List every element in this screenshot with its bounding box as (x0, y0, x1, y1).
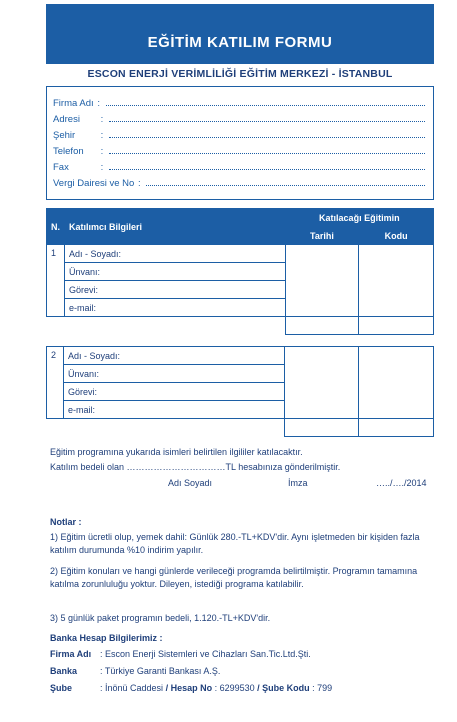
title-field[interactable] (65, 263, 286, 281)
bank-branch-value: : İnönü Caddesi (100, 683, 164, 693)
table-row (47, 245, 434, 263)
form-subtitle: ESCON ENERJİ VERİMLİLİĞİ EĞİTİM MERKEZİ - İSTANBUL (87, 68, 393, 80)
telefon-label: Telefon (53, 146, 84, 157)
notes-heading: Notlar : (50, 517, 82, 527)
firma-adi-label: Firma Adı (53, 98, 94, 109)
vergi-field[interactable] (146, 185, 425, 186)
firma-adi-row[interactable]: Firma Adı : (53, 93, 425, 109)
bank-account-label: / Hesap No (165, 683, 213, 693)
bank-company-value: : Escon Enerji Sistemleri ve Cihazları San.Tic.Ltd.Şti. (100, 649, 311, 659)
note-item-2: 2) Eğitim konuları ve hangi günlerde verileceği programda belirtilmiştir. Programın tamamına katılma zorunluluğu yoktur. Dileyen, istediği programa katılabilir. (50, 566, 418, 589)
telefon-field[interactable] (109, 153, 425, 154)
name-label: Adı - Soyadı: (69, 248, 122, 259)
table-row (47, 347, 434, 365)
code-cell[interactable] (359, 245, 434, 317)
role-field[interactable] (65, 281, 286, 299)
email-field[interactable] (63, 401, 284, 419)
fax-label: Fax (53, 162, 69, 173)
note-item-3: 3) 5 günlük paket programın bedeli, 1.120.-TL+KDV'dir. (50, 613, 271, 623)
col-code-header: Kodu (359, 227, 434, 245)
sehir-label: Şehir (53, 130, 76, 141)
name-label: Adı - Soyadı: (67, 350, 121, 361)
name-field[interactable] (63, 347, 284, 365)
participants-table-1 (46, 208, 434, 335)
fax-field[interactable] (109, 169, 425, 170)
sehir-field[interactable] (109, 137, 425, 138)
statement-line-2: Katılım bedeli olan ……………………………TL hesabınıza gönderilmiştir. (50, 462, 341, 472)
adresi-row[interactable]: Adresi : (53, 109, 425, 125)
email-label: e-mail: (67, 404, 95, 415)
table-row (47, 317, 434, 335)
title-field[interactable] (63, 365, 284, 383)
bank-company-label: Firma Adı (50, 649, 92, 659)
bank-company-row (50, 648, 440, 661)
vergi-label: Vergi Dairesi ve No (53, 178, 135, 189)
role-field[interactable] (63, 383, 284, 401)
form-title: EĞİTİM KATILIM FORMU (147, 33, 333, 51)
participant-number: 2 (47, 347, 64, 419)
col-training-header: Katılacağı Eğitimin (285, 209, 433, 227)
date-cell[interactable] (285, 347, 359, 419)
signature-name-label: Adı Soyadı (168, 478, 213, 488)
col-info-header: Katılımcı Bilgileri (65, 209, 286, 245)
sehir-row[interactable]: Şehir : (53, 125, 425, 141)
participants-table-2 (46, 346, 434, 437)
bank-name-row (50, 665, 440, 678)
extra-date-cell[interactable] (285, 419, 359, 437)
col-date-header: Tarihi (285, 227, 359, 245)
note-item-1: 1) Eğitim ücretli olup, yemek dahil: Günlük 280.-TL+KDV'dir. Aynı işletmeden bir kişiden fazla katılım durumunda %10 indirim yapılır. (50, 532, 420, 555)
form-title-banner (46, 4, 434, 64)
telefon-row[interactable]: Telefon : (53, 141, 425, 157)
bank-name-value: : Türkiye Garanti Bankası A.Ş. (100, 666, 221, 676)
role-label: Görevi: (69, 284, 99, 295)
bank-name-label: Banka (50, 666, 78, 676)
extra-code-cell[interactable] (359, 317, 434, 335)
role-label: Görevi: (67, 386, 97, 397)
col-no-header: N. (47, 209, 65, 245)
table-row (47, 419, 434, 437)
date-cell[interactable] (285, 245, 359, 317)
extra-date-cell[interactable] (285, 317, 359, 335)
bank-account-value: : 6299530 (214, 683, 255, 693)
adresi-label: Adresi (53, 114, 80, 125)
title-label: Ünvanı: (69, 266, 101, 277)
bank-branch-code-value: : 799 (312, 683, 333, 693)
statement-line-1: Eğitim programına yukarıda isimleri belirtilen ilgililer katılacaktır. (50, 447, 303, 457)
bank-branch-label: Şube (50, 683, 73, 693)
bank-branch-row (50, 682, 445, 695)
participant-number: 1 (47, 245, 65, 317)
vergi-row[interactable]: Vergi Dairesi ve No : (53, 173, 425, 189)
name-field[interactable] (65, 245, 286, 263)
signature-sign-label: İmza (288, 478, 308, 488)
adresi-field[interactable] (109, 121, 425, 122)
bank-branch-code-label: / Şube Kodu (257, 683, 310, 693)
code-cell[interactable] (359, 347, 434, 419)
extra-code-cell[interactable] (359, 419, 434, 437)
title-label: Ünvanı: (67, 368, 100, 379)
bank-heading: Banka Hesap Bilgilerimiz : (50, 633, 163, 643)
email-label: e-mail: (69, 302, 97, 313)
fax-row[interactable]: Fax : (53, 157, 425, 173)
firma-adi-field[interactable] (106, 105, 425, 106)
email-field[interactable] (65, 299, 286, 317)
signature-date-label: …../…./2014 (376, 478, 427, 488)
company-info-box (46, 86, 434, 200)
